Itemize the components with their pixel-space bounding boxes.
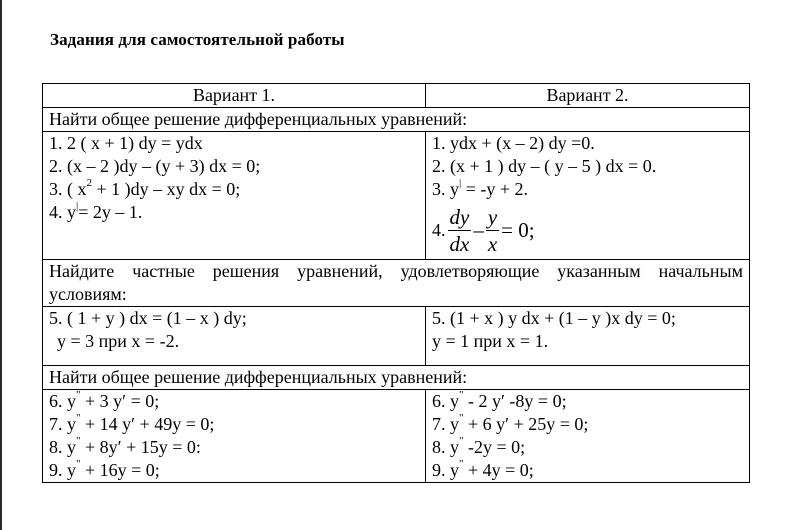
fraction-dy-dx	[448, 204, 472, 257]
fraction-dx-denominator: dx	[449, 231, 470, 256]
task-7-v1	[49, 413, 419, 436]
task-6-v2-prime: "	[459, 389, 464, 401]
task-8-v2-prime: "	[459, 435, 464, 447]
task-4-v2	[432, 201, 743, 259]
task-8-v1	[49, 436, 419, 459]
section-1-variant-1	[43, 132, 426, 260]
task-5-v1: 5. ( 1 + y ) dx = (1 – x ) dy;	[49, 308, 247, 328]
task-6-v1-part-a: 6. y	[49, 391, 76, 411]
task-7-v2-prime: "	[459, 412, 464, 424]
page-title: Задания для самостоятельной работы	[50, 30, 345, 49]
fraction-y-x	[486, 204, 499, 257]
section-1-tasks-row	[43, 132, 750, 260]
task-7-v1-prime: "	[76, 412, 81, 424]
task-3-v2	[432, 178, 743, 201]
task-9-v2-part-a: 9. y	[432, 460, 459, 480]
section-2-title-row	[43, 260, 750, 307]
task-1-v1: 1. 2 ( x + 1) dy = ydx	[49, 133, 203, 153]
task-6-v1-prime: "	[76, 389, 81, 401]
section-3-variant-1	[43, 390, 426, 483]
task-8-v1-part-b: + 8y′ + 15y = 0:	[80, 437, 201, 457]
task-8-v2-part-a: 8. y	[432, 437, 459, 457]
task-9-v1-part-a: 9. y	[49, 460, 76, 480]
task-5-v2: 5. (1 + x ) y dx + (1 – y )x dy = 0;	[432, 308, 676, 328]
task-4-v1	[49, 201, 419, 224]
task-3-v2-prime: |	[459, 177, 462, 189]
task-2-v1: 2. (x – 2 )dy – (y + 3) dx = 0;	[49, 156, 261, 176]
task-9-v1-part-b: + 16y = 0;	[80, 460, 160, 480]
task-9-v2	[432, 459, 743, 482]
variants-header-row	[43, 84, 750, 108]
section-2-variant-1	[43, 307, 426, 366]
task-7-v1-part-b: + 14 y′ + 49y = 0;	[80, 414, 215, 434]
task-7-v1-part-a: 7. y	[49, 414, 76, 434]
task-7-v2-part-b: + 6 y′ + 25y = 0;	[463, 414, 589, 434]
section-3-title: Найти общее решение дифференциальных уравнений:	[43, 366, 750, 390]
task-3-v1-exponent: 2	[86, 177, 92, 189]
variant-1-header: Вариант 1.	[43, 84, 426, 108]
equals-zero: = 0;	[501, 217, 535, 242]
tasks-table	[42, 83, 750, 483]
minus-sign: –	[473, 217, 484, 242]
task-6-v1	[49, 390, 419, 413]
section-2-tasks-row	[43, 307, 750, 366]
section-3-tasks-row	[43, 390, 750, 483]
task-5-v1-condition: у = 3 при х = -2.	[57, 331, 180, 351]
section-2-title: Найдите частные решения уравнений, удовлетворяющие указанным начальным условиям:	[43, 260, 750, 307]
task-4-v2-number: 4.	[432, 219, 446, 240]
task-3-v1-part-a: 3. ( x	[49, 179, 87, 199]
task-9-v1	[49, 459, 419, 482]
task-3-v2-part-b: = -y + 2.	[461, 179, 528, 199]
task-9-v2-part-b: + 4y = 0;	[463, 460, 534, 480]
task-3-v2-part-a: 3. y	[432, 179, 459, 199]
task-6-v2-part-b: - 2 y′ -8y = 0;	[463, 391, 567, 411]
task-7-v2	[432, 413, 743, 436]
variant-2-header: Вариант 2.	[426, 84, 750, 108]
section-3-title-row	[43, 366, 750, 390]
fraction-x-denominator: x	[487, 231, 498, 256]
task-3-v1	[49, 178, 419, 201]
task-8-v1-part-a: 8. y	[49, 437, 76, 457]
section-1-title-row	[43, 108, 750, 132]
task-8-v2	[432, 436, 743, 459]
task-8-v1-prime: "	[76, 435, 81, 447]
task-7-v2-part-a: 7. y	[432, 414, 459, 434]
fraction-y-numerator: y	[487, 204, 498, 229]
task-1-v2: 1. ydx + (x – 2) dy =0.	[432, 133, 595, 153]
section-1-variant-2	[426, 132, 750, 260]
task-4-v1-part-b: = 2y – 1.	[78, 202, 143, 222]
task-9-v2-prime: "	[459, 458, 464, 470]
task-6-v2	[432, 390, 743, 413]
section-1-title: Найти общее решение дифференциальных уравнений:	[43, 108, 750, 132]
task-8-v2-part-b: -2y = 0;	[463, 437, 526, 457]
section-3-variant-2	[426, 390, 750, 483]
task-6-v2-part-a: 6. y	[432, 391, 459, 411]
task-2-v2: 2. (x + 1 ) dy – ( y – 5 ) dx = 0.	[432, 156, 657, 176]
task-6-v1-part-b: + 3 y′ = 0;	[80, 391, 160, 411]
task-5-v2-condition: у = 1 при х = 1.	[432, 331, 549, 351]
fraction-dy-numerator: dy	[449, 204, 470, 229]
task-4-v1-part-a: 4. y	[49, 202, 76, 222]
task-9-v1-prime: "	[76, 458, 81, 470]
task-4-v1-prime: |	[76, 200, 79, 212]
task-3-v1-part-b: + 1 )dy – xy dx = 0;	[92, 179, 241, 199]
left-border-line	[0, 0, 2, 530]
section-2-variant-2	[426, 307, 750, 366]
